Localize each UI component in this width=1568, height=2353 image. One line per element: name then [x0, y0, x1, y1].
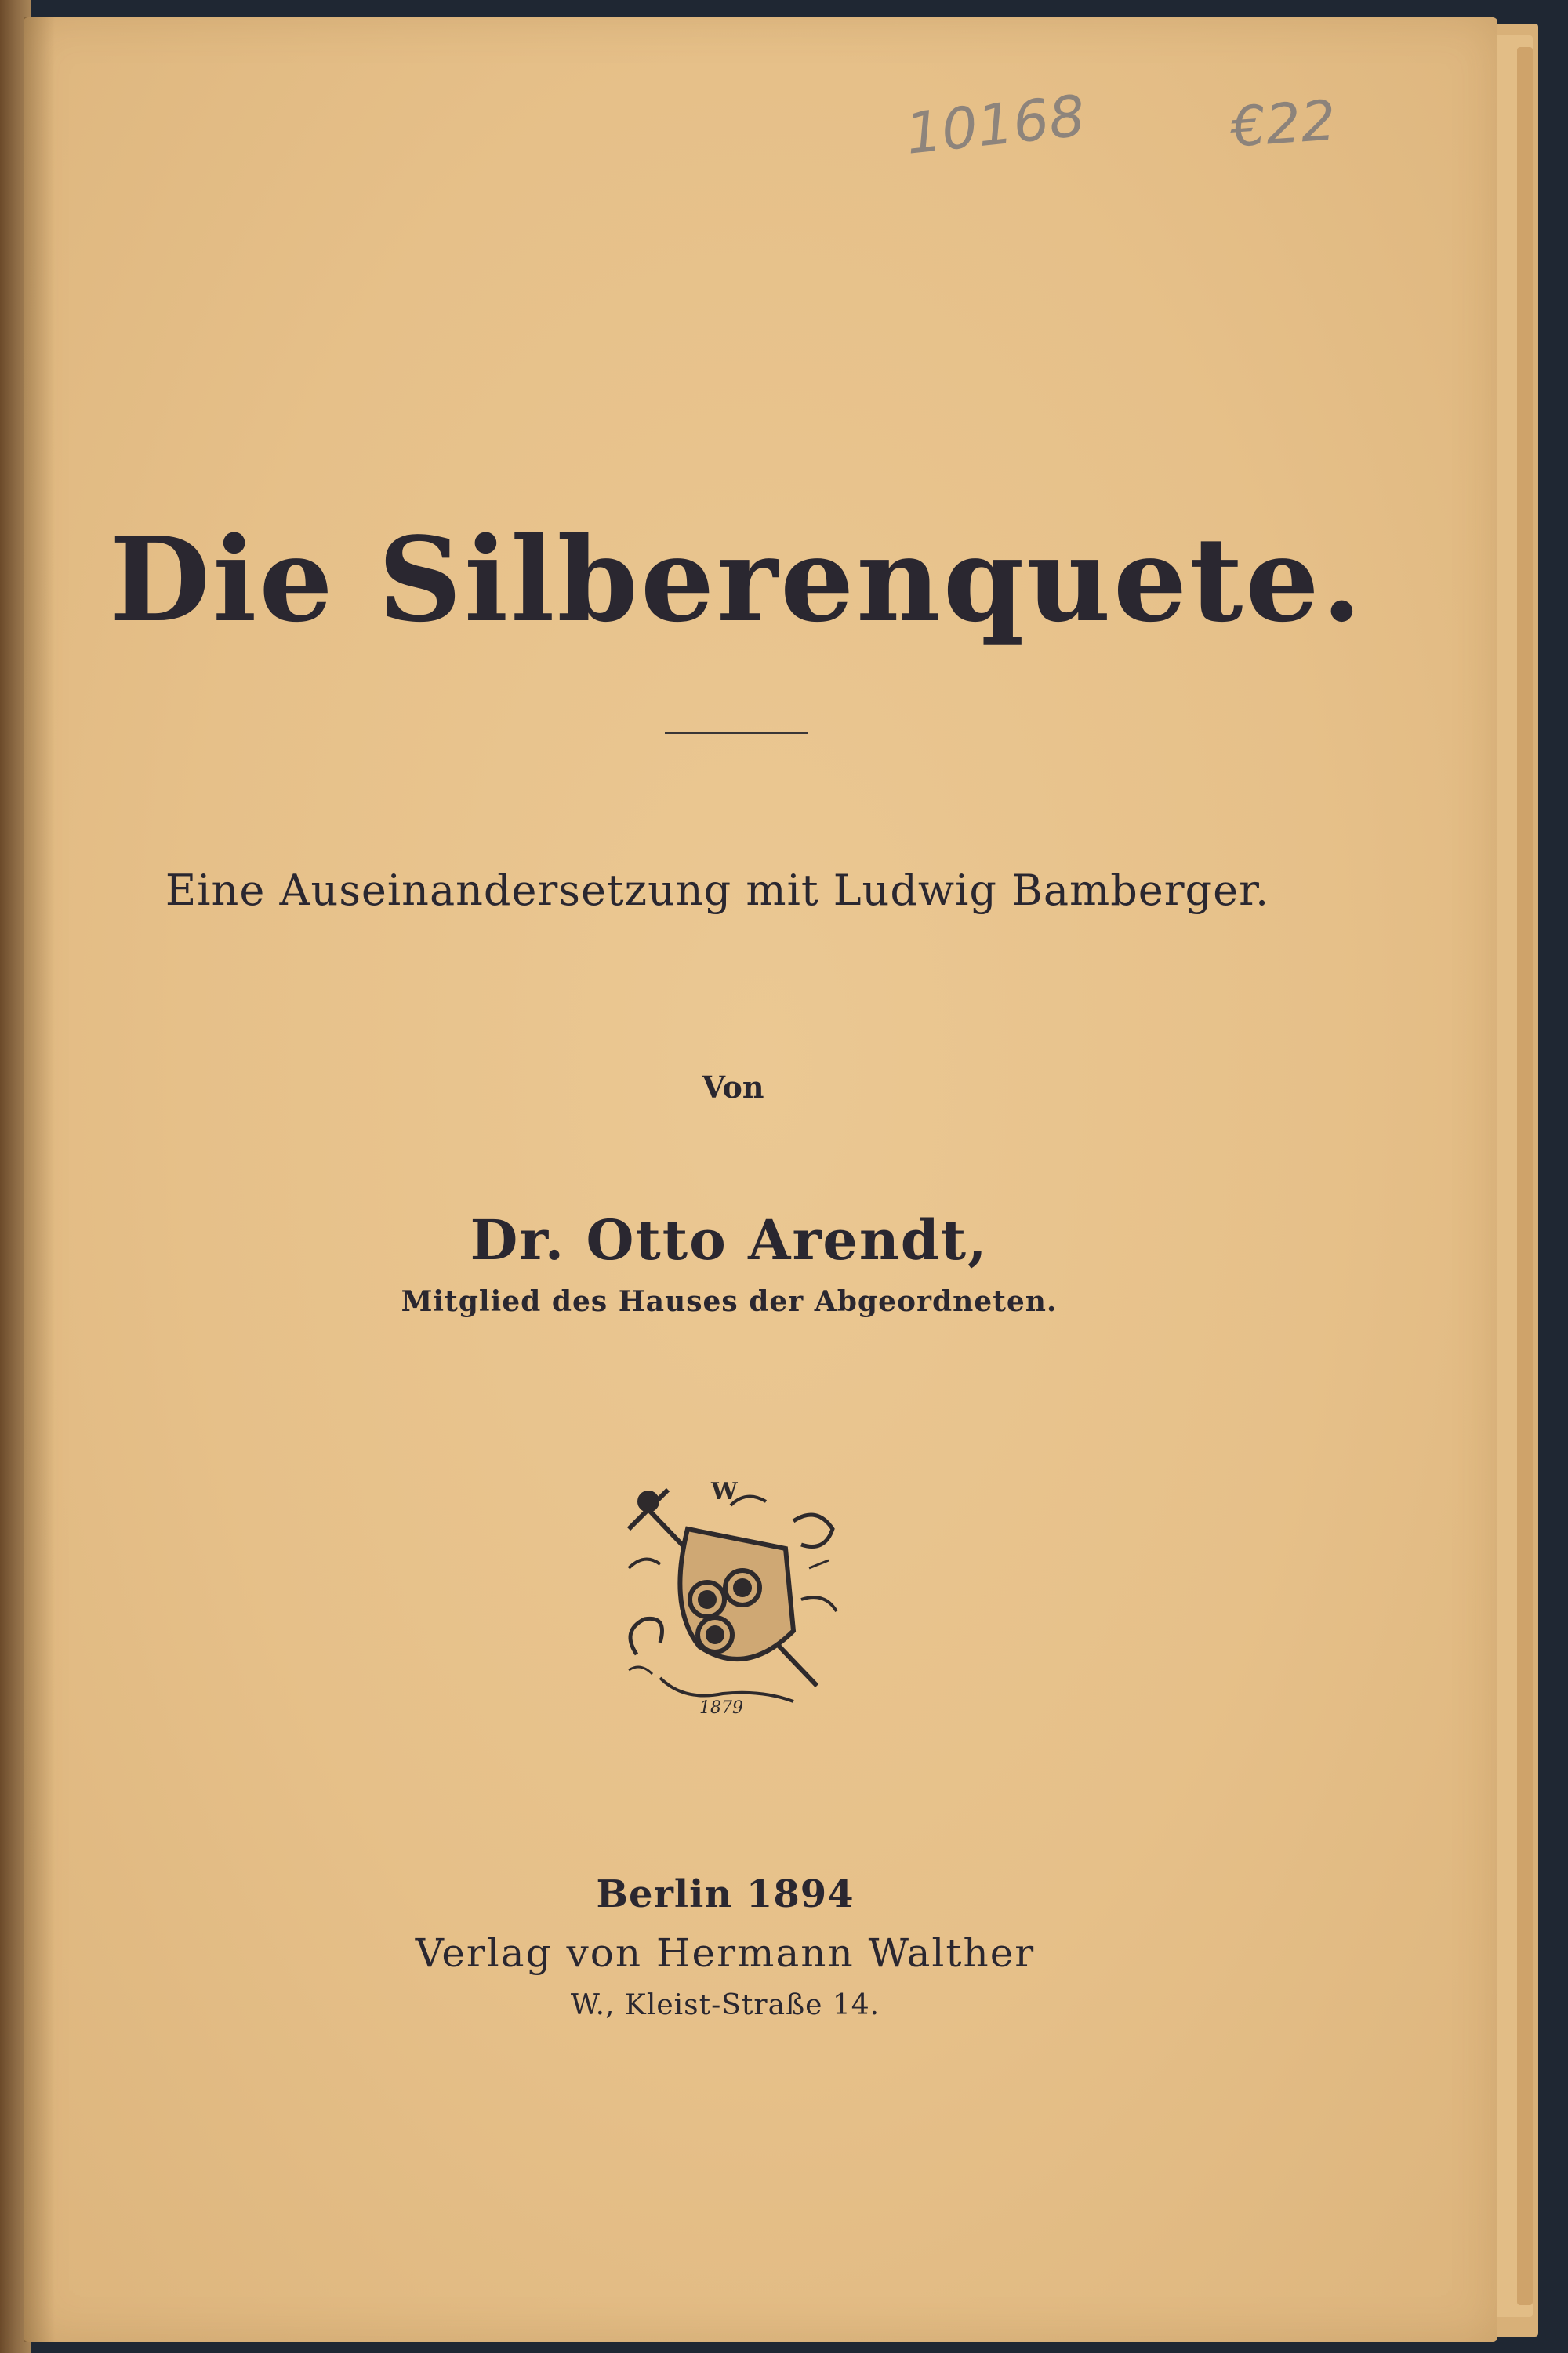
page-edges-shadow [1517, 47, 1533, 2305]
title-divider [665, 732, 808, 734]
imprint-place-year: Berlin 1894 [596, 1872, 855, 1916]
byline-word: Von [702, 1069, 764, 1105]
book-subtitle: Eine Auseinandersetzung mit Ludwig Bamberger. [165, 866, 1270, 915]
book-title: Die Silberenquete. [109, 511, 1365, 648]
author-affiliation: Mitglied des Hauses der Abgeordneten. [401, 1285, 1058, 1318]
emblem-letter: W [711, 1478, 738, 1505]
gutter-shadow [24, 17, 55, 2342]
imprint-address: W., Kleist-Straße 14. [570, 1989, 880, 2021]
price-note-mark: €22 [1229, 88, 1338, 160]
title-page [24, 17, 1497, 2342]
shelf-number-mark: 10168 [902, 82, 1088, 167]
publisher-emblem-icon [613, 1474, 848, 1717]
imprint-publisher: Verlag von Hermann Walther [415, 1930, 1036, 1976]
emblem-year: 1879 [699, 1698, 743, 1717]
author-name: Dr. Otto Arendt, [470, 1207, 989, 1273]
